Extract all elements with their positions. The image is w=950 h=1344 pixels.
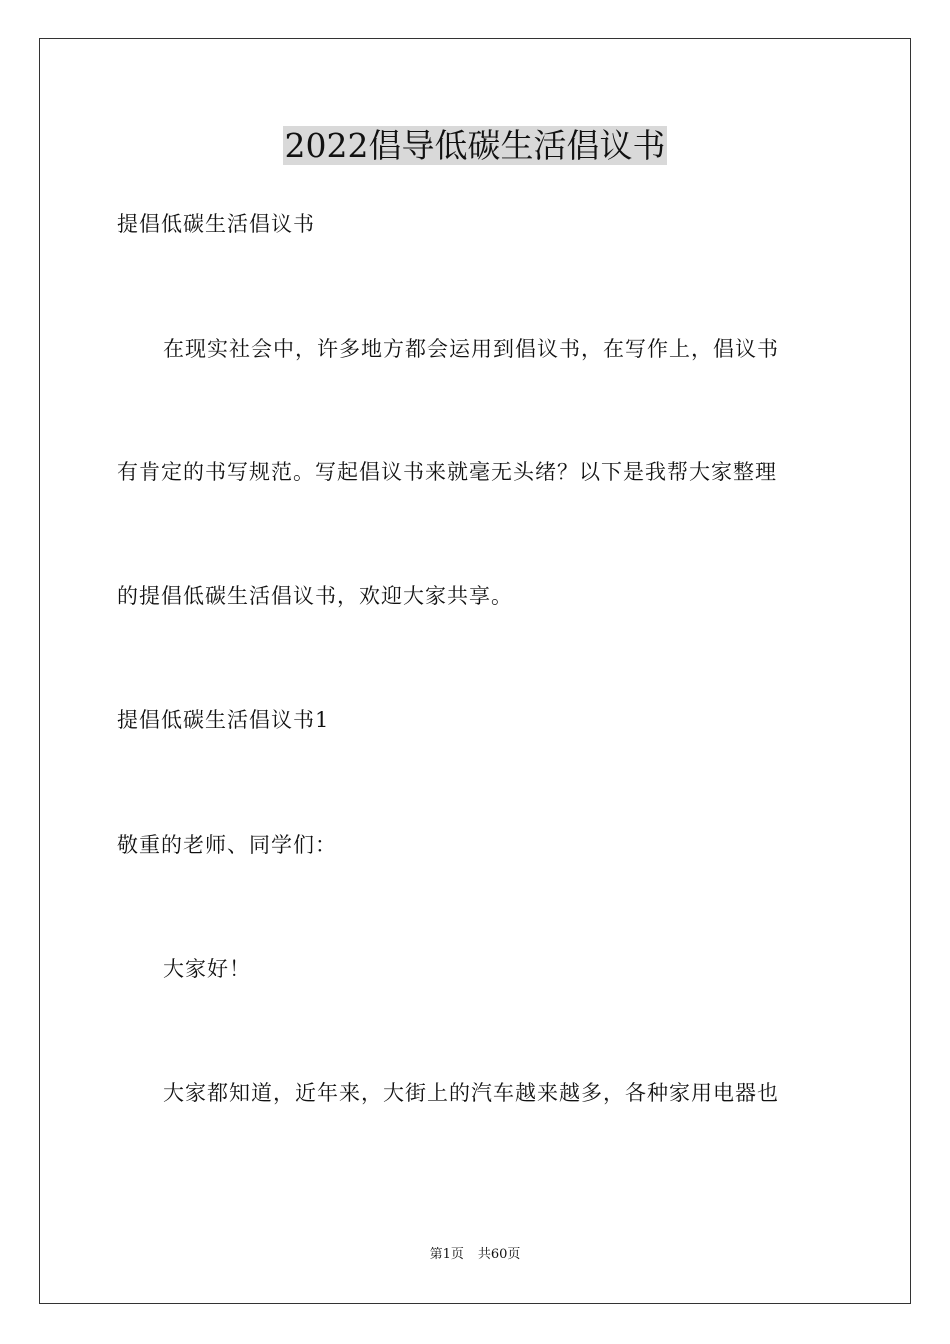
page-number: 第1页 <box>429 1247 464 1262</box>
paragraph-line: 有肯定的书写规范。写起倡议书来就毫无头绪？以下是我帮大家整理 <box>117 460 777 484</box>
page-total: 共60页 <box>477 1247 521 1262</box>
greeting: 大家好！ <box>163 957 251 981</box>
section-heading: 提倡低碳生活倡议书1 <box>117 708 330 732</box>
paragraph-line: 的提倡低碳生活倡议书，欢迎大家共享。 <box>117 584 513 608</box>
paragraph-line: 大家都知道，近年来，大街上的汽车越来越多，各种家用电器也 <box>163 1081 779 1105</box>
paragraph-line: 提倡低碳生活倡议书 <box>117 212 315 236</box>
salutation: 敬重的老师、同学们： <box>117 833 337 857</box>
page-footer <box>0 1246 950 1264</box>
document-title-text: 2022倡导低碳生活倡议书 <box>284 126 666 165</box>
document-title <box>0 122 950 170</box>
paragraph-line: 在现实社会中，许多地方都会运用到倡议书，在写作上，倡议书 <box>163 337 779 361</box>
